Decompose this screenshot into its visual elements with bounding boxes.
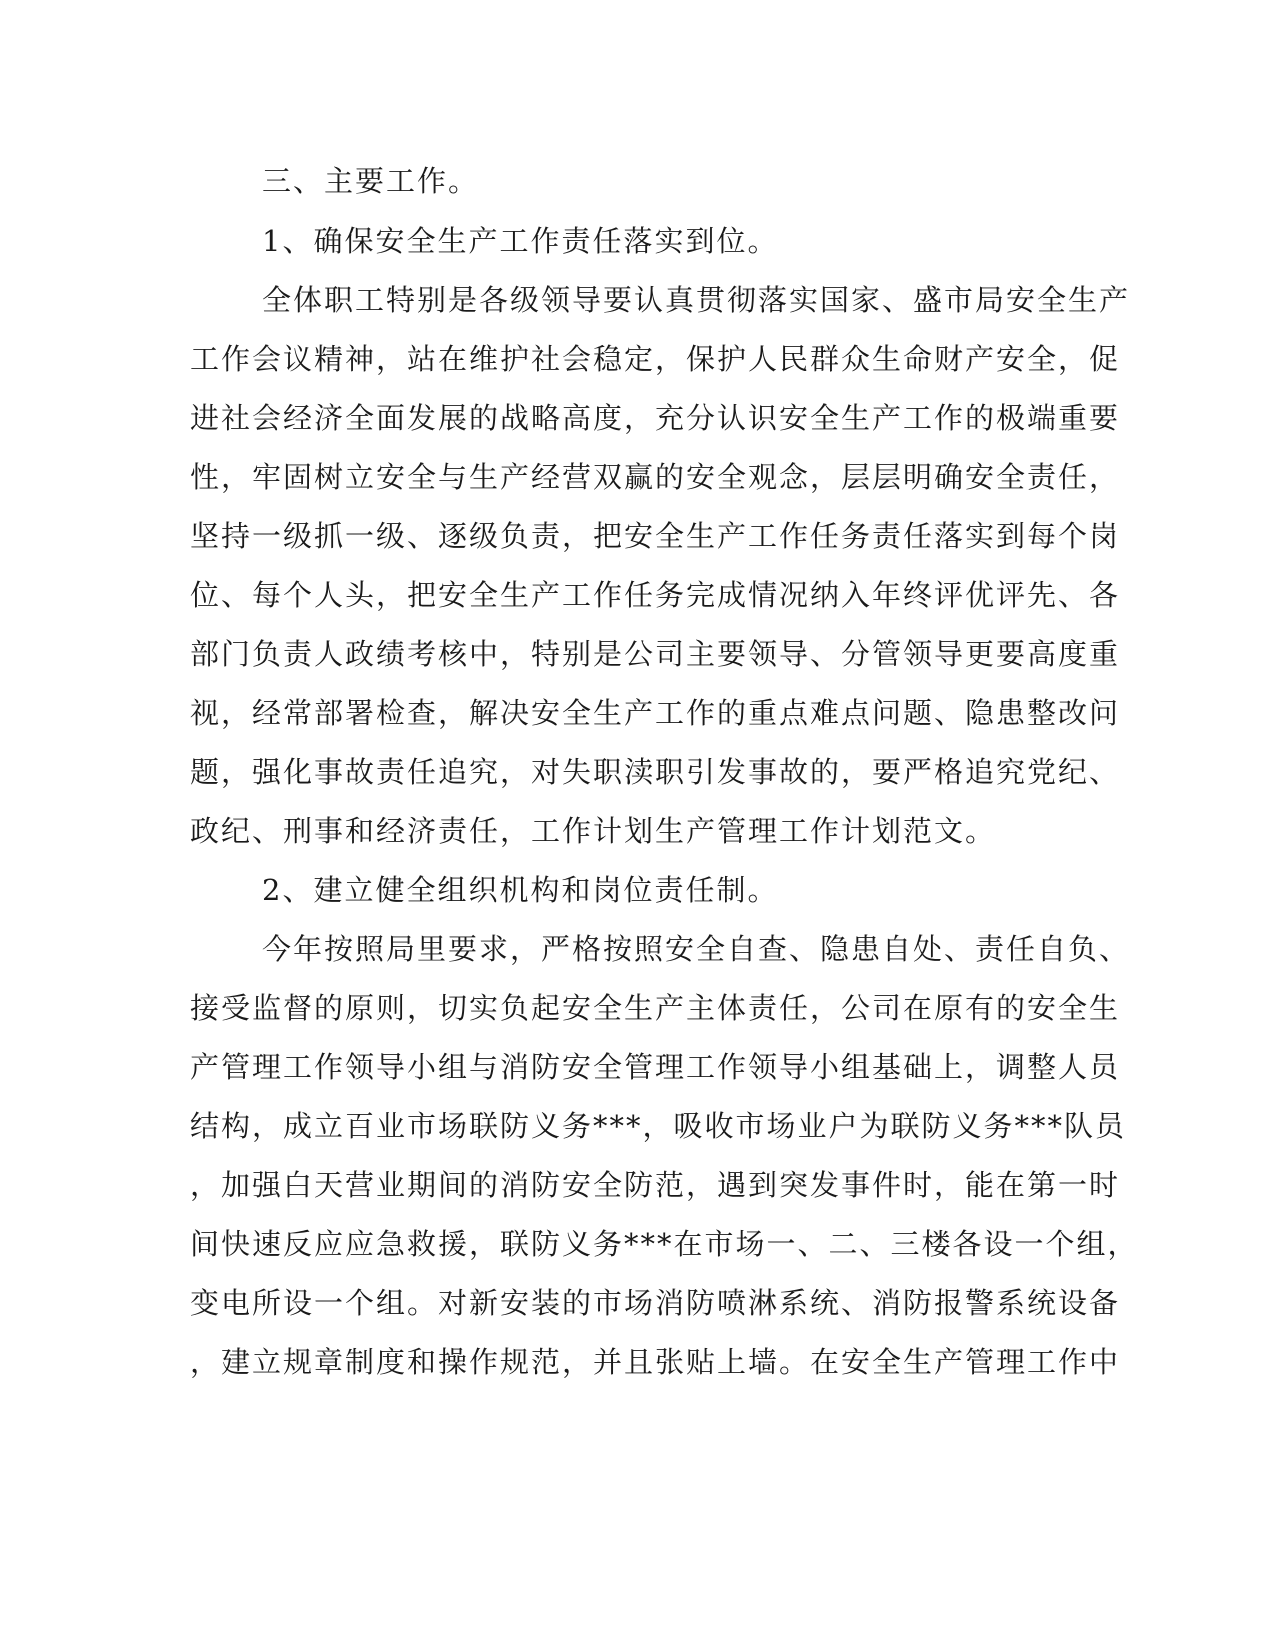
- paragraph-line: 结构，成立百业市场联防义务***，吸收市场业户为联防义务***队员: [190, 1109, 1127, 1143]
- paragraph-line: 全体职工特别是各级领导要认真贯彻落实国家、盛市局安全生产: [262, 283, 1131, 317]
- paragraph-line: 位、每个人头，把安全生产工作任务完成情况纳入年终评优评先、各: [190, 578, 1121, 612]
- section-heading: 三、主要工作。: [262, 164, 480, 198]
- paragraph-line: 政纪、刑事和经济责任，工作计划生产管理工作计划范文。: [190, 814, 997, 848]
- paragraph-line: 间快速反应应急救援，联防义务***在市场一、二、三楼各设一个组，: [190, 1227, 1139, 1261]
- subheading-1: 1、确保安全生产工作责任落实到位。: [262, 224, 779, 258]
- paragraph-line: 视，经常部署检查，解决安全生产工作的重点难点问题、隐患整改问: [190, 696, 1121, 730]
- paragraph-line: 部门负责人政绩考核中，特别是公司主要领导、分管领导更要高度重: [190, 637, 1121, 671]
- paragraph-line: ，加强白天营业期间的消防安全防范，遇到突发事件时，能在第一时: [190, 1168, 1121, 1202]
- paragraph-line: 今年按照局里要求，严格按照安全自查、隐患自处、责任自负、: [262, 932, 1131, 966]
- paragraph-line: ，建立规章制度和操作规范，并且张贴上墙。在安全生产管理工作中: [190, 1345, 1121, 1379]
- paragraph-line: 变电所设一个组。对新安装的市场消防喷淋系统、消防报警系统设备: [190, 1286, 1121, 1320]
- subheading-2: 2、建立健全组织机构和岗位责任制。: [262, 873, 779, 907]
- paragraph-line: 进社会经济全面发展的战略高度，充分认识安全生产工作的极端重要: [190, 401, 1121, 435]
- paragraph-line: 接受监督的原则，切实负起安全生产主体责任，公司在原有的安全生: [190, 991, 1121, 1025]
- paragraph-line: 坚持一级抓一级、逐级负责，把安全生产工作任务责任落实到每个岗: [190, 519, 1121, 553]
- paragraph-line: 工作会议精神，站在维护社会稳定，保护人民群众生命财产安全，促: [190, 342, 1121, 376]
- paragraph-line: 题，强化事故责任追究，对失职渎职引发事故的，要严格追究党纪、: [190, 755, 1121, 789]
- paragraph-line: 产管理工作领导小组与消防安全管理工作领导小组基础上，调整人员: [190, 1050, 1121, 1084]
- paragraph-line: 性，牢固树立安全与生产经营双赢的安全观念，层层明确安全责任，: [190, 460, 1121, 494]
